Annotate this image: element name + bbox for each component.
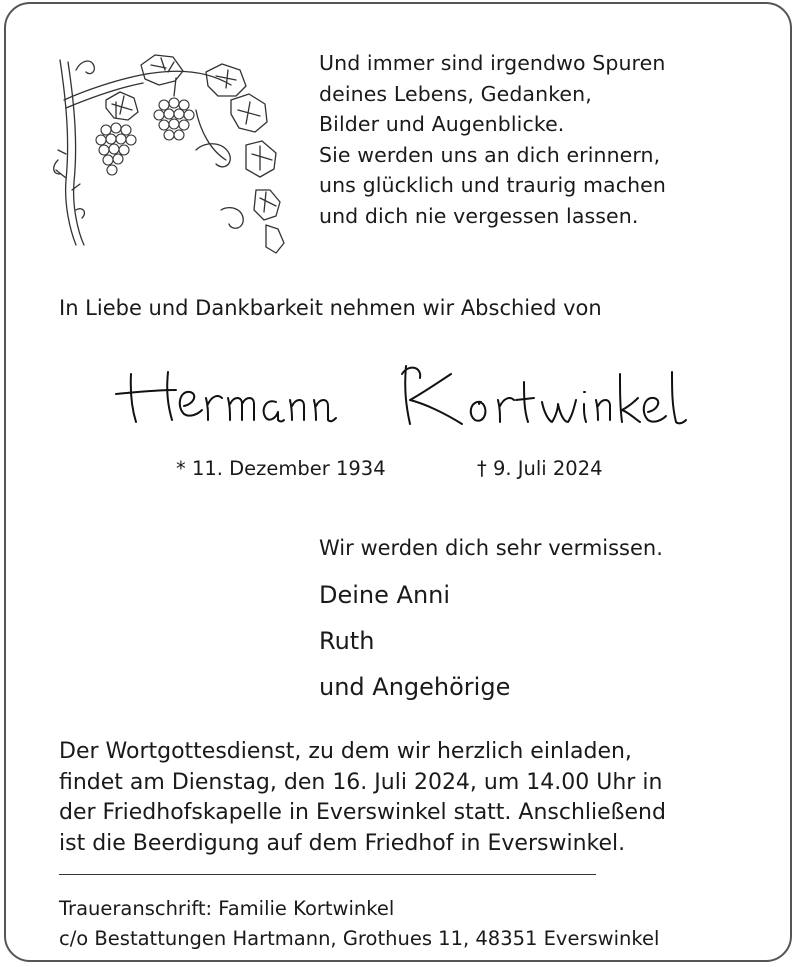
signature-line: und Angehörige [319, 673, 511, 701]
poem-line: deines Lebens, Gedanken, [319, 81, 592, 106]
mourning-address [59, 894, 659, 954]
service-info [59, 737, 666, 859]
poem-line: Und immer sind irgendwo Spuren [319, 51, 666, 75]
signature-line: Ruth [319, 627, 375, 655]
grapevine-illustration-icon [46, 40, 290, 266]
service-line: findet am Dienstag, den 16. Juli 2024, um 14.00 Uhr in [59, 769, 663, 795]
divider [59, 874, 596, 875]
service-line: Der Wortgottesdienst, zu dem wir herzlich einladen, [59, 739, 632, 764]
birth-date: * 11. Dezember 1934 [176, 457, 386, 480]
miss-message: Wir werden dich sehr vermissen. [319, 536, 663, 560]
signature-line: Deine Anni [319, 581, 451, 609]
poem-line: uns glücklich und traurig machen [319, 173, 666, 197]
service-line: ist die Beerdigung auf dem Friedhof in Everswinkel. [59, 830, 626, 856]
address-line: c/o Bestattungen Hartmann, Grothues 11, 48351 Everswinkel [59, 927, 660, 950]
death-date: † 9. Juli 2024 [477, 457, 603, 480]
obituary-card [4, 2, 792, 962]
farewell-intro: In Liebe und Dankbarkeit nehmen wir Abschied von [59, 296, 602, 320]
poem-line: und dich nie vergessen lassen. [319, 203, 639, 228]
poem [319, 48, 666, 231]
poem-line: Sie werden uns an dich erinnern, [319, 142, 661, 167]
service-line: der Friedhofskapelle in Everswinkel statt. Anschließend [59, 800, 666, 825]
address-line: Traueranschrift: Familie Kortwinkel [59, 897, 395, 920]
poem-line: Bilder und Augenblicke. [319, 112, 565, 136]
deceased-name [121, 354, 701, 434]
